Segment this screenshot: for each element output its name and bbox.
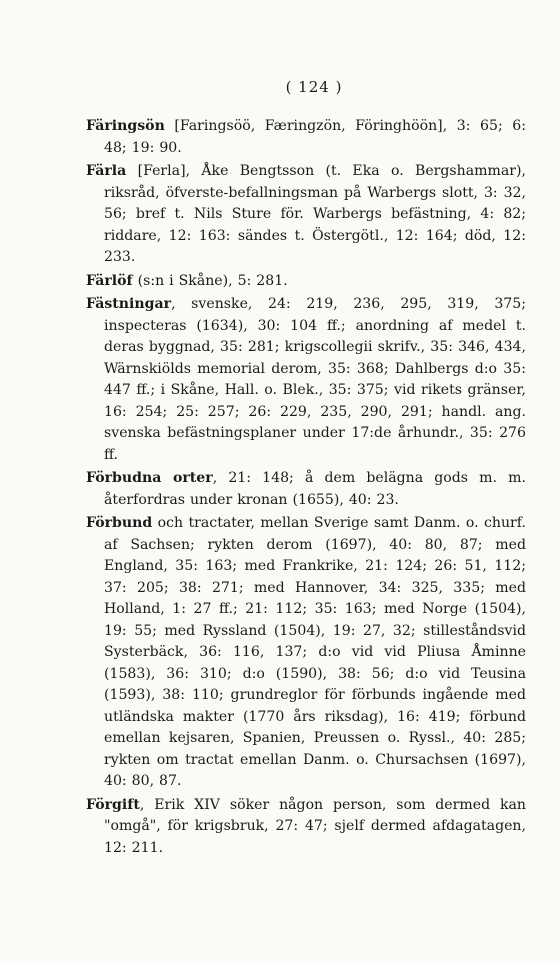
headword: Färingsön	[86, 118, 165, 134]
entry-text: (s:n i Skåne), 5: 281.	[132, 272, 288, 289]
entry-text: , 21: 148; å dem belägna gods m. m. återfordras under kronan (1655), 40: 23.	[104, 470, 526, 508]
entry-text: [Ferla], Åke Bengtsson (t. Eka o. Bergshammar), riksråd, öfverste-befallningsman på Warbergs slott, 3: 32, 56; bref t. Nils Sture för. Warbergs befästning, 4: 82; riddare, 12: 163: sändes t. Östergötl., 12: 164; död, 12: 233.	[104, 163, 526, 265]
headword: Förbund	[86, 515, 153, 531]
headword: Färla	[86, 163, 127, 179]
entry-text: , Erik XIV söker någon person, som dermed kan "omgå", för krigsbruk, 27: 47; sjelf dermed afdagatagen, 12: 211.	[104, 796, 526, 856]
index-entry-faringson	[86, 116, 526, 159]
headword: Förgift	[86, 796, 140, 813]
headword: Förbudna orter	[86, 470, 213, 486]
entry-text: och tractater, mellan Sverige samt Danm. o. churf. af Sachsen; rykten derom (1697), 40: 80, 87; med England, 35: 163; med Frankrike, 21: 124; 26: 51, 112; 37: 205; 38: 271; med Hannover, 34: 325, 335; med Holland, 1: 27 ff.; 21: 112; 35: 163; med Norge (1504), 19: 55; med Ryssland (1504), 19: 27, 32; stilleståndsvid Systerbäck, 36: 116, 137; d:o vid vid Pliusa Åminne (1583), 36: 310; d:o (1590), 38: 56; d:o vid Teusina (1593), 38: 110; grundreglor för förbunds ingående med utländska makter (1770 års riksdag), 16: 419; förbund emellan kejsaren, Spanien, Preussen o. Ryssl., 40: 285; rykten om tractat emellan Danm. o. Chursachsen (1697), 40: 80, 87.	[104, 515, 526, 789]
entry-text: , svenske, 24: 219, 236, 295, 319, 375; inspecteras (1634), 30: 104 ff.; anordning af medel t. deras byggnad, 35: 281; krigscollegii skrifv., 35: 346, 434, Wärnskiölds memorial derom, 35: 368; Dahlbergs d:o 35: 447 ff.; i Skåne, Hall. o. Blek., 35: 375; vid rikets gränser, 16: 254; 25: 257; 26: 229, 235, 290, 291; handl. ang. svenska befästningsplaner under 17:de århundr., 35: 276 ff.	[104, 296, 526, 463]
page-number: ( 124 )	[285, 78, 343, 96]
index-entry-fastningar	[86, 294, 526, 466]
index-entry-forbund	[86, 513, 526, 793]
index-entry-forbudna-orter	[86, 468, 526, 511]
headword: Fästningar	[86, 296, 172, 312]
entry-text: [Faringsöö, Færingzön, Föringhöön], 3: 65; 6: 48; 19: 90.	[104, 118, 526, 156]
index-entry-farla	[86, 161, 526, 269]
headword: Färlöf	[86, 272, 133, 289]
index-entry-forgift	[86, 795, 526, 860]
index-entry-farlof	[86, 271, 526, 293]
